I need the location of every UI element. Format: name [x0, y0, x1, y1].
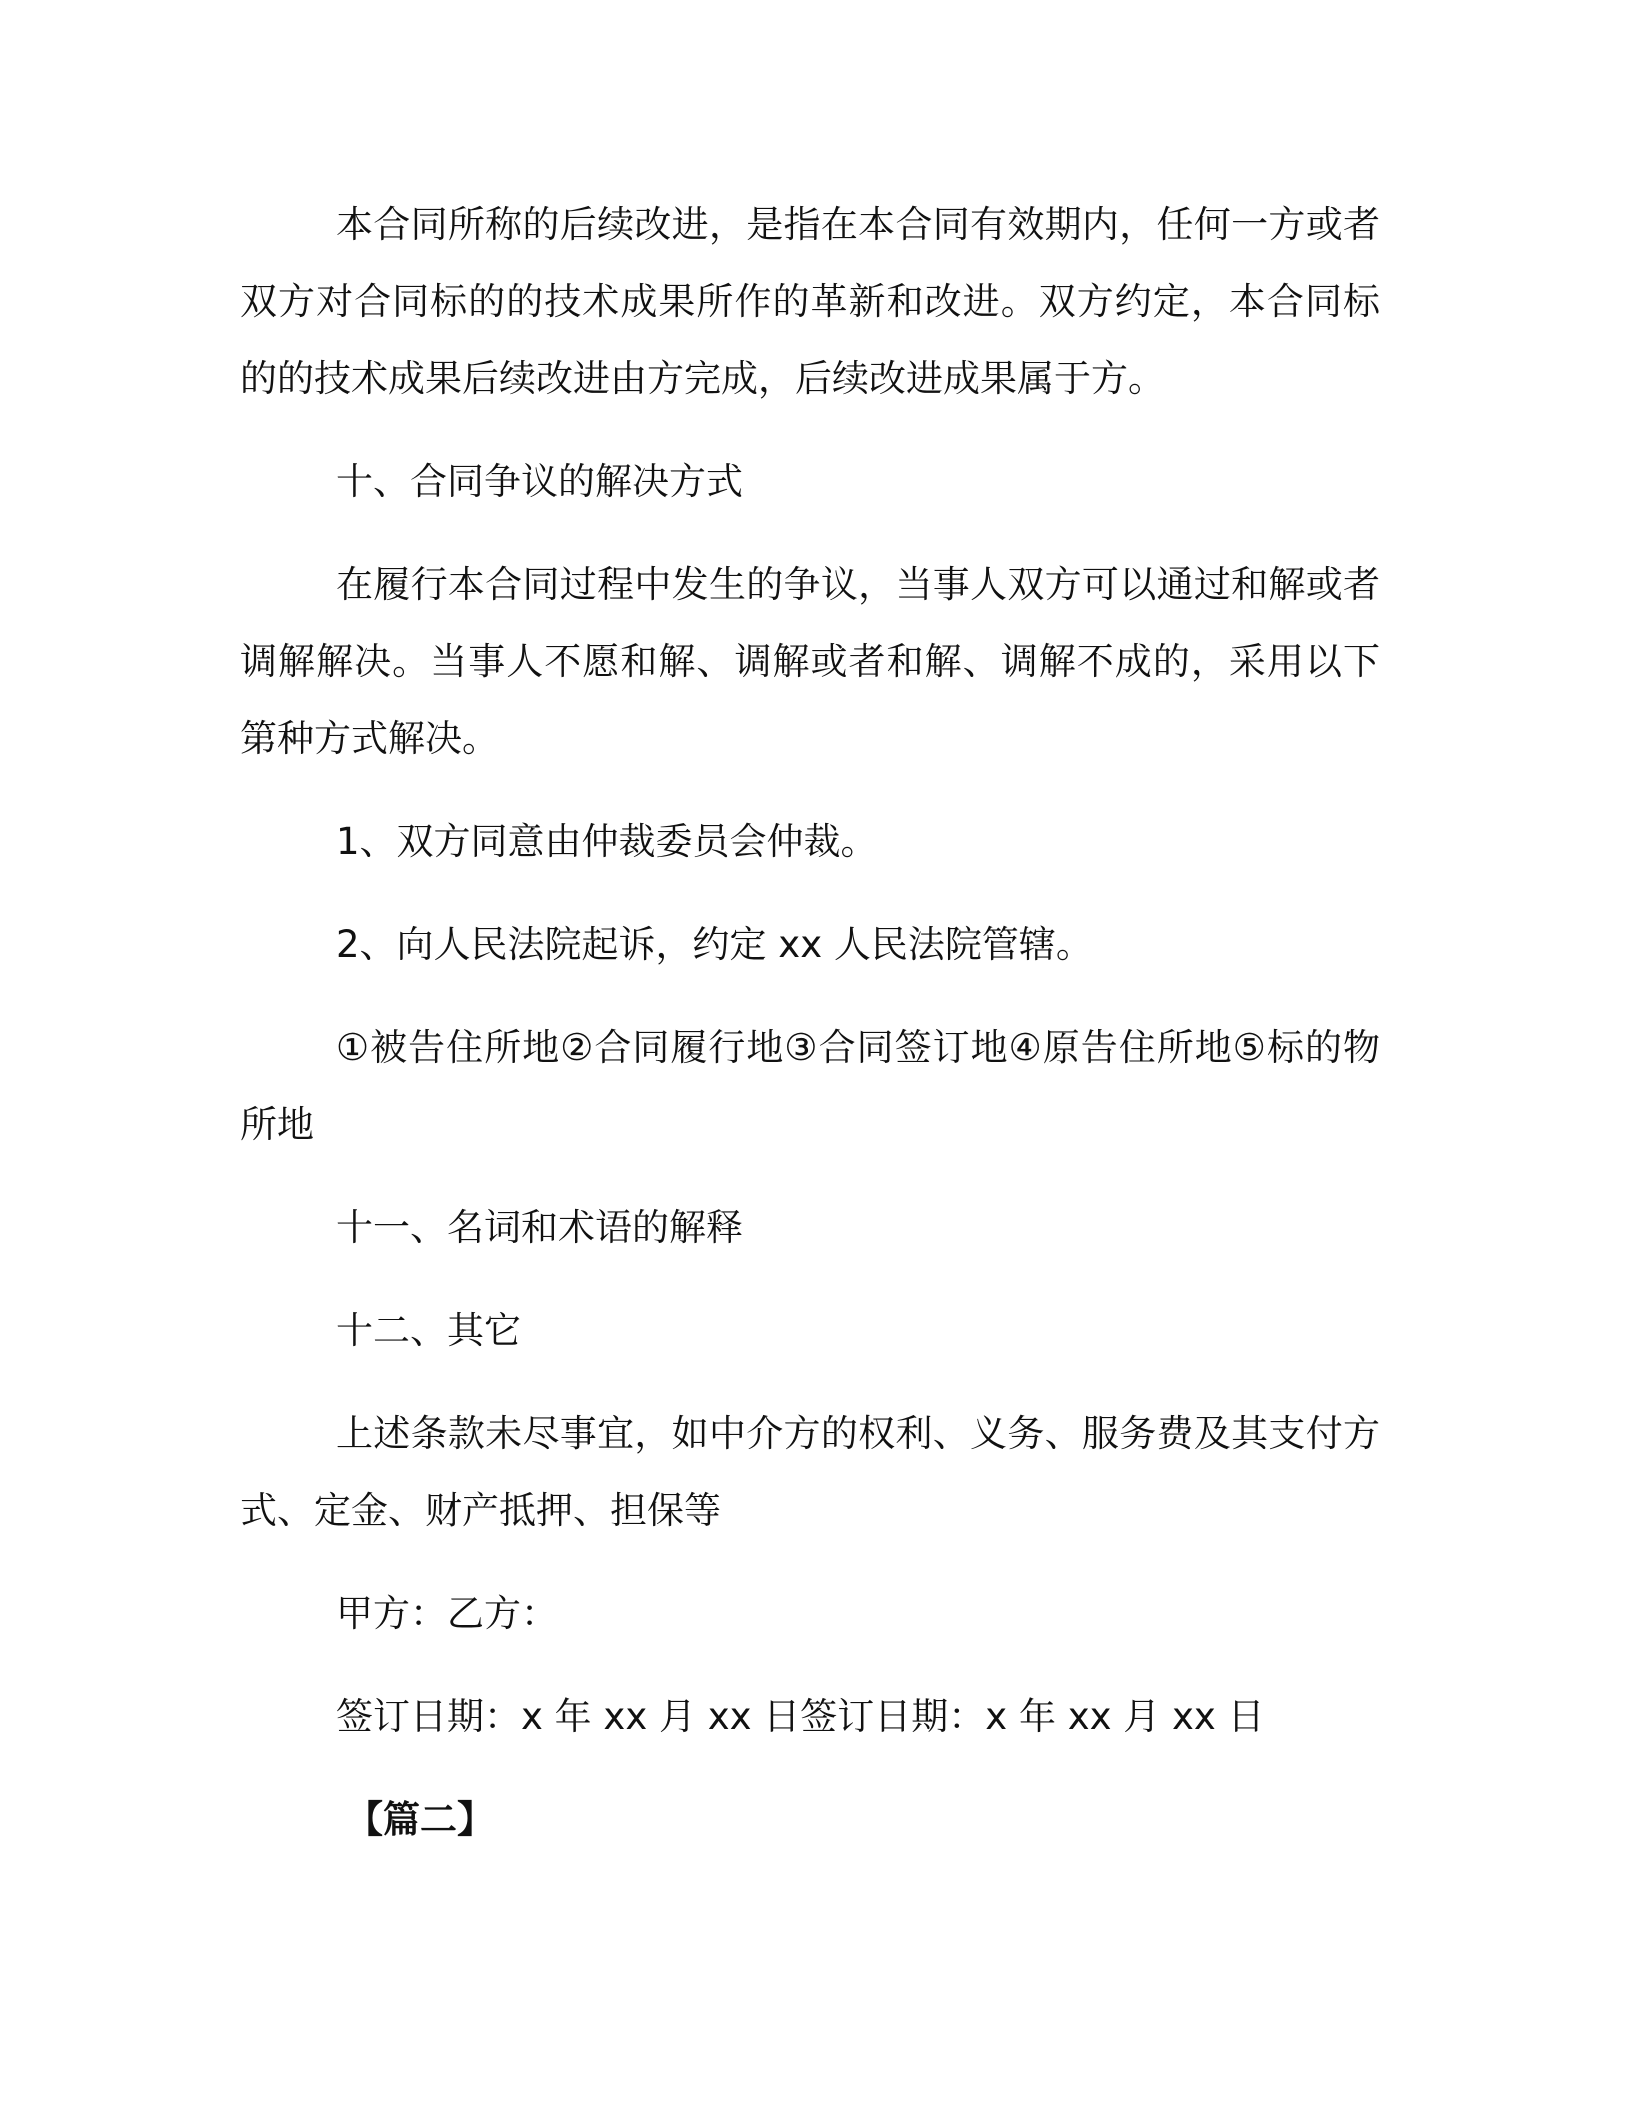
paragraph-jurisdiction-options: ①被告住所地②合同履行地③合同签订地④原告住所地⑤标的物所地: [240, 1026, 1380, 1146]
party-signature-line: 甲方：乙方：: [336, 1592, 558, 1635]
paragraph-other-matters: 上述条款未尽事宜，如中介方的权利、义务、服务费及其支付方式、定金、财产抵押、担保等: [240, 1412, 1380, 1532]
paragraph-follow-up-improvement: 本合同所称的后续改进，是指在本合同有效期内，任何一方或者双方对合同标的的技术成果所作的革新和改进。双方约定，本合同标的的技术成果后续改进由方完成，后续改进成果属于方。: [240, 203, 1380, 400]
list-item-court: 2、向人民法院起诉，约定 xx 人民法院管辖。: [336, 923, 1093, 966]
list-item-arbitration: 1、双方同意由仲裁委员会仲裁。: [336, 820, 878, 863]
document-body: [240, 186, 1380, 1858]
paragraph-dispute-resolution: 在履行本合同过程中发生的争议，当事人双方可以通过和解或者调解解决。当事人不愿和解、调解或者和解、调解不成的，采用以下第种方式解决。: [240, 563, 1380, 760]
section-heading-terms: 十一、名词和术语的解释: [336, 1206, 743, 1249]
section-heading-dispute-resolution: 十、合同争议的解决方式: [336, 460, 743, 503]
chapter-marker: 【篇二】: [346, 1798, 494, 1841]
section-heading-other: 十二、其它: [336, 1309, 521, 1352]
signing-date-line: 签订日期：x 年 xx 月 xx 日签订日期：x 年 xx 月 xx 日: [336, 1695, 1265, 1738]
